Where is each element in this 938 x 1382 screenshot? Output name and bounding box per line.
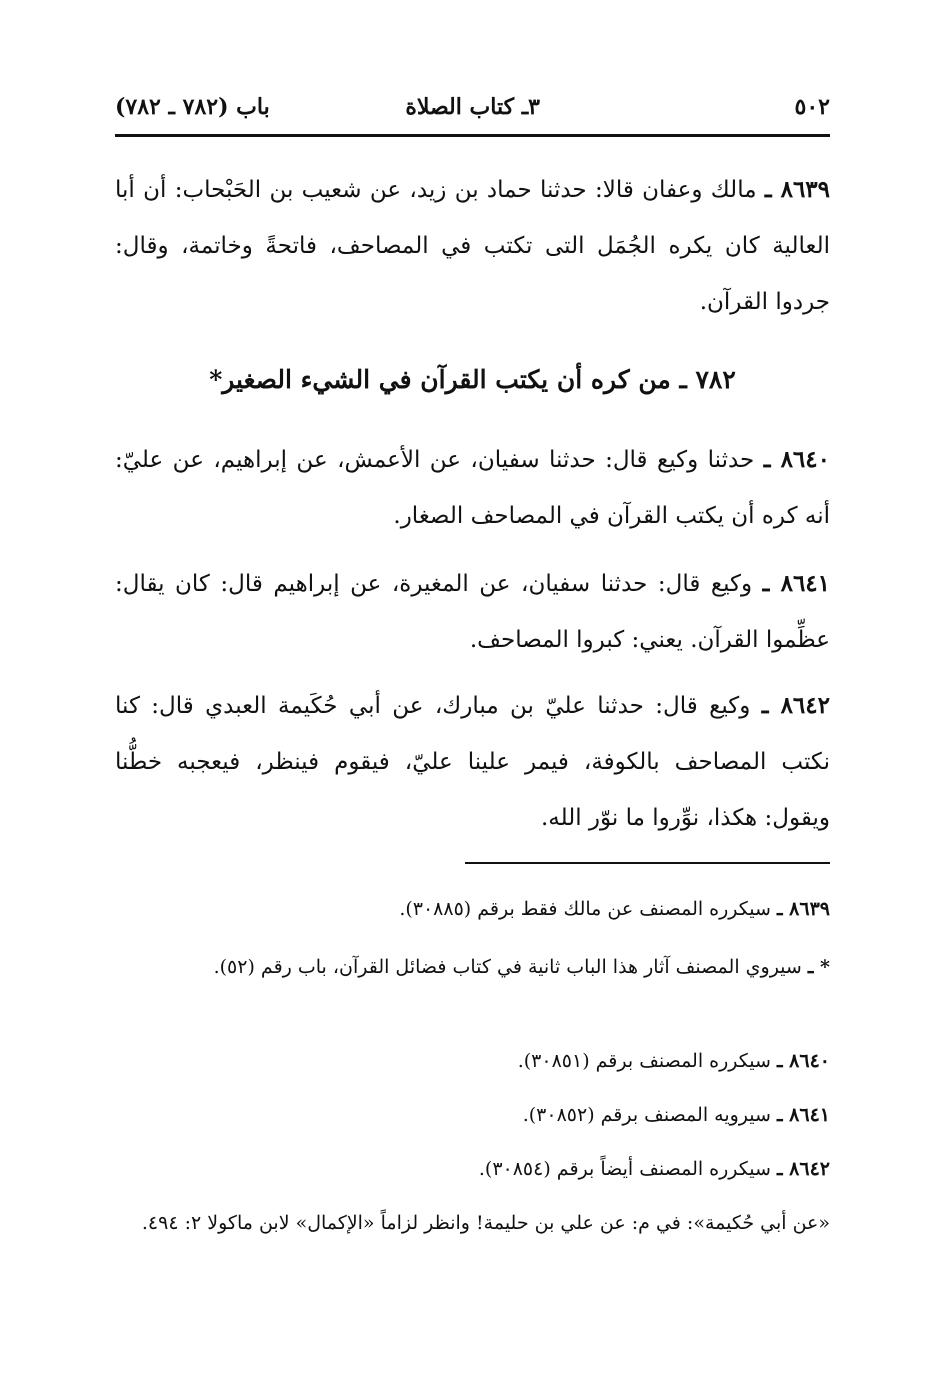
entry-number: ٨٦٤٠ ـ <box>763 446 830 473</box>
footnote-text: «عن أبي حُكيمة»: في م: عن علي بن حليمة! وانظر لزاماً «الإكمال» لابن ماكولا ٢: ٤٩٤. <box>141 1212 830 1234</box>
entry-text: وكيع قال: حدثنا سفيان، عن المغيرة، عن إبراهيم قال: كان يقال: عظِّموا القرآن. يعني: كبروا المصاحف. <box>115 571 830 653</box>
book-title: ٣ـ كتاب الصلاة <box>405 94 540 120</box>
footnote-text: سيكرره المصنف أيضاً برقم (٣٠٨٥٤). <box>478 1158 771 1180</box>
hadith-entry <box>115 678 830 846</box>
footnote-text: سيكرره المصنف عن مالك فقط برقم (٣٠٨٨٥). <box>399 898 771 920</box>
header-divider <box>115 134 830 137</box>
footnote <box>115 1144 830 1194</box>
footnote <box>115 1036 830 1086</box>
entry-text: مالك وعفان قالا: حدثنا حماد بن زيد، عن شعيب بن الحَبْحاب: أن أبا العالية كان يكره الجُمَل التى تكتب في المصاحف، فاتحةً وخاتمة، وقال: جردوا القرآن. <box>115 177 830 315</box>
footnote-text: سيروي المصنف آثار هذا الباب ثانية في كتاب فضائل القرآن، باب رقم (٥٢). <box>213 956 802 978</box>
footnote <box>115 1198 830 1248</box>
entry-text: حدثنا وكيع قال: حدثنا سفيان، عن الأعمش، عن إبراهيم، عن عليّ: أنه كره أن يكتب القرآن في المصاحف الصغار. <box>115 447 830 529</box>
entry-number: ٨٦٤١ ـ <box>762 570 831 597</box>
footnote-number: ٨٦٤٢ ـ <box>776 1158 830 1180</box>
hadith-entry <box>115 432 830 544</box>
footnote <box>115 1090 830 1140</box>
chapter-range: باب (٧٨٢ ـ ٧٨٢) <box>115 94 270 120</box>
footnote-divider <box>465 862 830 864</box>
page-number: ٥٠٢ <box>794 94 830 120</box>
entry-text: وكيع قال: حدثنا عليّ بن مبارك، عن أبي حُكَيمة العبدي قال: كنا نكتب المصاحف بالكوفة، فيمر علينا عليّ، فيقوم فينظر، فيعجبه خطُّنا ويقول: هكذا، نوِّروا ما نوّر الله. <box>115 693 830 831</box>
footnote-number: ٨٦٣٩ ـ <box>776 898 830 920</box>
footnote-number: * ـ <box>807 956 830 978</box>
hadith-entry <box>115 556 830 668</box>
entry-number: ٨٦٣٩ ـ <box>764 176 831 203</box>
chapter-heading: ٧٨٢ ـ من كره أن يكتب القرآن في الشيء الصغير* <box>209 365 736 394</box>
footnote-text: سيكرره المصنف برقم (٣٠٨٥١). <box>517 1050 771 1072</box>
entry-number: ٨٦٤٢ ـ <box>761 692 830 719</box>
footnote <box>115 884 830 934</box>
footnote-text: سيرويه المصنف برقم (٣٠٨٥٢). <box>522 1104 771 1126</box>
hadith-entry <box>115 162 830 330</box>
footnote-number: ٨٦٤١ ـ <box>776 1104 830 1126</box>
footnote-number: ٨٦٤٠ ـ <box>776 1050 830 1072</box>
page-header <box>115 88 830 128</box>
footnote <box>115 942 830 992</box>
